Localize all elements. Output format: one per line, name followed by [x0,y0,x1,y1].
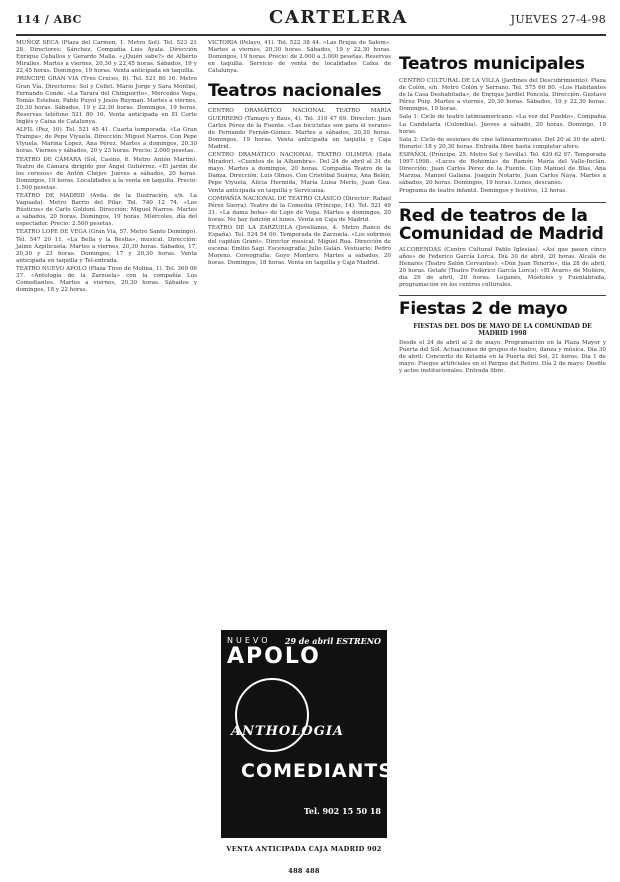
ad-circle-graphic [235,678,309,752]
ad-venue-prefix: NUEVO [227,636,271,645]
listing-entry: PRINCIPE GRAN VIA (Tres Cruces, 8). Tel. 521 80 16. Metro Gran Vía. Directores: Sol y Collet. Mario Jorge y Sara Montiel, Fernando Conde. «La Tarara del Chinguirito», Mercedes Vega, Tomás Esteban, Pablo Puyol y Jesús Ruyman. Martes a viernes, 20,30 horas. Sábados, 19 y 22,30 horas. Domingos, 19 horas. Reservas teléfono 521 80 16. Venta anticipada en El Corte Inglés y Caixa de Catalunya. [16,76,197,126]
column-3 [399,40,606,865]
ad-venue-name: APOLO [227,644,321,669]
listing-entry: ESPAÑOL (Príncipe, 25. Metro Sol y Sevilla). Tel. 429 62 97. Temporada 1997-1998. «Luces de Bohemia» de Ramón María del Valle-Inclán. Dirección: Juan Carlos Pérez de la Fuente. Con Manuel de Blas, Ana Marzoa, Manuel Galiana, Joaquín Notario, Juan Carlos Naya. Martes a sábados, 20 horas. Domingos, 19 horas. Lunes, descanso. [399,151,606,187]
section-title: CARTELERA [269,7,408,28]
listing-entry: Sala 1: Ciclo de teatro latinoamericano. «La voz del Pueblo», Compañía La Candelaria (Colombia). Jueves a sábado, 20 horas. Domingo, 19 horas. [399,114,606,135]
fiestas-subheading: FIESTAS DEL DOS DE MAYO DE LA COMUNIDAD DE MADRID 1998 [413,323,592,338]
listing-entry: TEATRO NUEVO APOLO (Plaza Tirso de Molina, 1). Tel. 369 06 37. «Antología de la Zarzuela» con la compañía Los Comediantes. Martes a viernes, 20,30 horas. Sábados y domingos, 18 y 22 horas. [16,265,197,294]
ad-show-title: ANTHOLOGIA [231,724,344,739]
page-header [16,5,606,33]
listing-entry: ALCOBENDAS (Centro Cultural Pablo Iglesias). «Así que pasen cinco años» de Federico García Lorca. Día 30 de abril, 20 horas. Alcalá de Henares (Teatro Salón Cervantes): «Don Juan Tenorio», día 28 de abril, 20 horas. Getafe (Teatro Federico García Lorca): «El Avaro» de Molière, día 29 de abril, 20 horas. Leganés, Móstoles y Fuenlabrada, programación en los centros culturales. [399,246,606,288]
section-heading-fiestas: Fiestas 2 de mayo [399,295,606,319]
ad-footer: VENTA ANTICIPADA CAJA MADRID 902 488 488 [221,838,387,860]
listing-entry: CENTRO DRAMÁTICO NACIONAL TEATRO OLIMPIA (Sala Mirador). «Cuentos de la Alhambra». Del 24 de abril al 31 de mayo. Martes a domingos, 20 horas. Compañía Teatro de la Danza. Dirección: Luis Olmos. Con Cristóbal Suárez, Ana Belén, Pepe Viyuela, Alicia Hermida, María Luisa Merlo, Juan Gea. Venta anticipada en taquilla y Servicaixa. [208,152,391,194]
section-heading-teatros-municipales: Teatros municipales [399,54,585,74]
listing-entry: Desde el 24 de abril al 2 de mayo. Programación en la Plaza Mayor y Puerta del Sol. Actuaciones de grupos de teatro, danza y música. Día 30 de abril: Concierto de Ketama en la Puerta del Sol, 21 horas. Día 1 de mayo: Fuegos artificiales en el Parque del Retiro. Día 2 de mayo: Desfile y actos institucionales. Entrada libre. [399,340,606,375]
listing-entry: TEATRO DE LA ZARZUELA (Jovellanos, 4. Metro Banco de España). Tel. 524 54 00. Temporada de Zarzuela. «Los sobrinos del capitán Grant». Director musical: Miguel Roa. Dirección de escena: Emilio Sagi. Escenografía: Julio Galán. Vestuario: Pedro Moreno. Coreografía: Goyo Montero. Martes a sábados, 20 horas. Domingos, 18 horas. Venta en taquilla y Caja Madrid. [208,224,391,267]
listing-entry: Sala 2: Ciclo de sesiones de cine latinoamericano. Del 20 al 30 de abril. Horario: 18 y 20,30 horas. Entrada libre hasta completar aforo. [399,136,606,150]
listing-entry: MUÑOZ SECA (Plaza del Carmen, 1. Metro Sol). Tel. 523 21 28. Directores: Sánchez. Compañía Luis Ayala. Dirección Enrique Ceballos y Gerardo Malla. «¿Quién sabe?» de Alberto Miralles. Martes a viernes, 20,30 y 22,45 horas. Sábados, 19 y 22,45 horas. Domingos, 19 horas. Venta anticipada en taquilla. [16,40,197,75]
page-reference: 114 / ABC [16,13,82,26]
section-heading-red-de-teatros: Red de teatros de la Comunidad de Madrid [399,202,606,243]
ad-company-name: COMEDIANTS [241,760,394,782]
listing-entry: CENTRO DRAMÁTICO NACIONAL TEATRO MARÍA GUERRERO (Tamayo y Baus, 4). Tel. 319 47 69. Director: Juan Carlos Pérez de la Fuente. «Las bicicletas son para el verano» de Fernando Fernán-Gómez. Martes a sábados, 20,30 horas. Domingos, 19 horas. Venta anticipada en taquilla y Caja Madrid. [208,108,391,150]
listing-entry: CENTRO CULTURAL DE LA VILLA (Jardines del Descubrimiento). Plaza de Colón, s/n. Metro Colón y Serrano. Tel. 575 60 80. «Los Habitantes de la Casa Deshabitada», de Enrique Jardiel Poncela. Dirección: Gustavo Pérez Puig. Martes a viernes, 20,30 horas. Sábados, 19 y 22,30 horas. Domingos, 19 horas. [399,78,606,113]
column-1 [16,40,197,865]
listing-entry: COMPAÑÍA NACIONAL DE TEATRO CLÁSICO (Director: Rafael Pérez Sierra). Teatro de la Comedia (Príncipe, 14). Tel. 521 49 31. «La dama boba» de Lope de Vega. Martes a domingos, 20 horas. No hay función el lunes. Venta en Caja de Madrid. [208,195,391,223]
ad-phone: Tel. 902 15 50 18 [303,806,381,816]
listing-entry: TEATRO DE CÁMARA (Sol, Casino, 8. Metro Antón Martín). Teatro de Cámara dirigido por Ángel Gutiérrez. «El jardín de los cerezos» de Antón Chéjov. Jueves a sábados, 20 horas. Domingos, 19 horas. Localidades a la venta en taquilla. Precio: 1.500 pesetas. [16,156,197,191]
listing-entry: TEATRO DE MADRID (Avda. de la Ilustración, s/n. La Vaguada). Metro Barrio del Pilar. Tel. 740 12 74. «Los Rústicos» de Carlo Goldoni. Dirección: Miguel Narros. Martes a sábados, 20 horas. Domingos, 19 horas. Miércoles, día del espectador. Precio: 2.500 pesetas. [16,192,197,228]
listing-entry: TEATRO LOPE DE VEGA (Gran Vía, 57. Metro Santo Domingo). Tel. 547 20 11. «La Bella y la Bestia», musical. Dirección: Jaime Azpilicueta. Martes a viernes, 20,30 horas. Sábados, 17, 20,30 y 23 horas. Domingos, 17 y 20,30 horas. Venta anticipada en taquilla y Tel-entrada. [16,229,197,264]
listing-entry: ALFIL (Pez, 10). Tel. 521 45 41. Cuarta temporada. «La Gran Trampa», de Pepe Viyuela. Dirección: Miguel Narros. Con Pepe Viyuela, Marina Lopez, Ana Pérez. Martes a domingos, 20,30 horas. Viernes y sábados, 20 y 23 horas. Precio: 2.000 pesetas. [16,127,197,155]
issue-date: JUEVES 27-4-98 [510,13,606,26]
listing-entry: Programa de teatro infantil. Domingos y festivos, 12 horas. [399,188,568,195]
advertisement-comediants [221,630,394,875]
listing-entry: VICTORIA (Pelayo, 41). Tel. 522 38 44. «Las Brujas de Salem». Martes a viernes, 20,30 horas. Sábados, 19 y 22,30 horas. Domingos, 19 horas. Precio: de 2.000 a 3.000 pesetas. Reservas en taquilla. Servicio de venta de localidades Caixa de Catalunya. [208,40,391,75]
header-rule [16,34,606,36]
section-heading-teatros-nacionales: Teatros nacionales [208,81,391,104]
ad-premiere-date: 29 de abril ESTRENO [284,636,381,646]
